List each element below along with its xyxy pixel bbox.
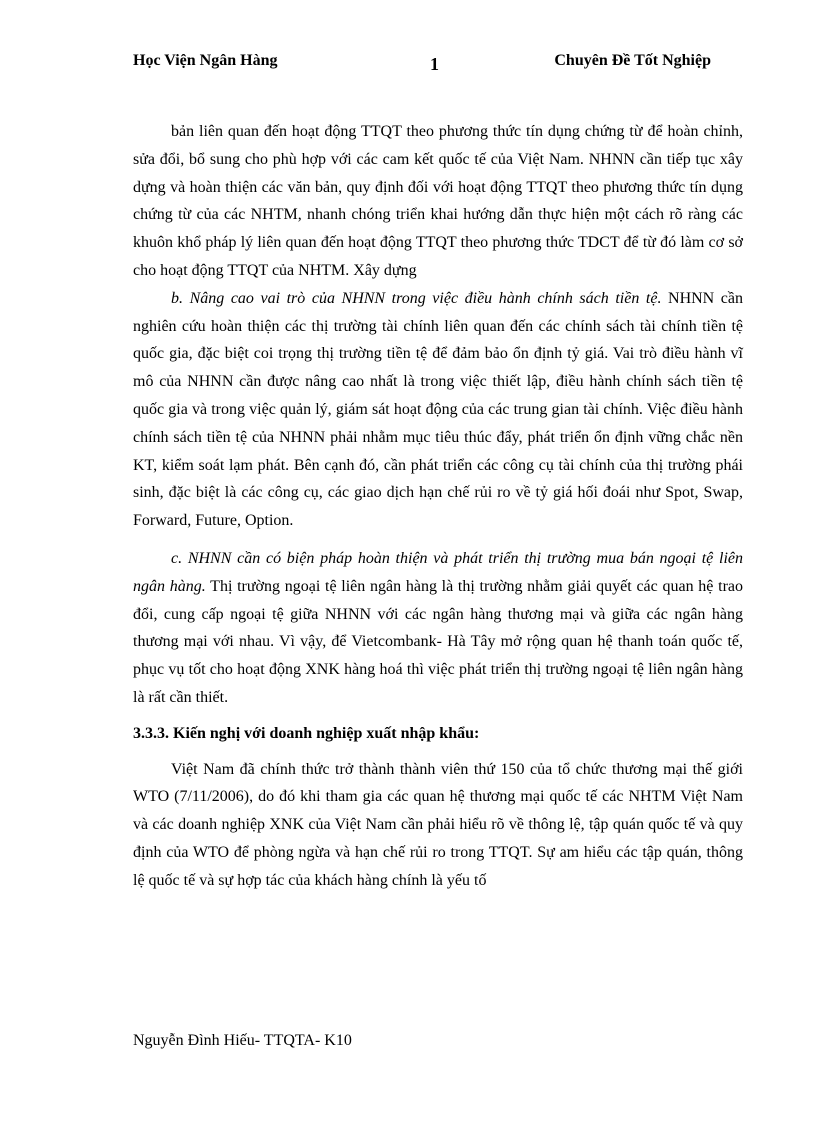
paragraph-3 bbox=[133, 545, 743, 712]
paragraph-2 bbox=[133, 285, 743, 535]
paragraph-2-heading: b. Nâng cao vai trò của NHNN trong việc điều hành chính sách tiền tệ. bbox=[171, 289, 662, 307]
section-title: 3.3.3. Kiến nghị với doanh nghiệp xuất nhập khẩu: bbox=[133, 724, 480, 742]
paragraph-3-body: Thị trường ngoại tệ liên ngân hàng là thị trường nhằm giải quyết các quan hệ trao đổi, cung cấp ngoại tệ giữa NHNN với các ngân hàng thương mại và giữa các ngân hàng thương mại với nhau. Vì vậy, để Vietcombank- Hà Tây mở rộng quan hệ thanh toán quốc tế, phục vụ tốt cho hoạt động XNK hàng hoá thì việc phát triển thị trường ngoại tệ liên ngân hàng là rất cần thiết. bbox=[133, 577, 744, 706]
paragraph-4: Việt Nam đã chính thức trở thành thành viên thứ 150 của tổ chức thương mại thế giới WTO (7/11/2006), do đó khi tham gia các quan hệ thương mại quốc tế các NHTM Việt Nam và các doanh nghiệp XNK của Việt Nam cần phải hiểu rõ về thông lệ, tập quán quốc tế và quy định của WTO để phòng ngừa và hạn chế rủi ro trong TTQT. Sự am hiểu các tập quán, thông lệ quốc tế và sự hợp tác của khách hàng chính là yếu tố bbox=[133, 760, 743, 889]
page-number: 1 bbox=[430, 54, 439, 74]
header-institution: Học Viện Ngân Hàng bbox=[133, 52, 278, 69]
page-header bbox=[133, 52, 711, 76]
paragraph-3-heading: c. NHNN cần có biện pháp hoàn thiện và phát triển thị trường mua bán ngoại tệ liên ngân hàng. bbox=[133, 549, 743, 595]
paragraph-2-body: NHNN cần nghiên cứu hoàn thiện các thị trường tài chính liên quan đến các chính sách tài chính tiền tệ quốc gia, đặc biệt coi trọng thị trường tiền tệ để đảm bảo ổn định tỷ giá. Vai trò điều hành vĩ mô của NHNN cần được nâng cao nhất là trong việc thiết lập, điều hành chính sách tiền tệ quốc gia và trong việc quản lý, giám sát hoạt động của các trung gian tài chính. Việc điều hành chính sách tiền tệ của NHNN phải nhằm mục tiêu thúc đẩy, phát triển ổn định vững chắc nền KT, kiểm soát lạm phát. Bên cạnh đó, cần phát triển các công cụ tài chính của thị trường phái sinh, đặc biệt là các công cụ, các giao dịch hạn chế rủi ro về tỷ giá hối đoái như Spot, Swap, Forward, Future, Option. bbox=[133, 289, 743, 530]
document-body bbox=[133, 118, 743, 895]
page-footer: Nguyễn Đình Hiếu- TTQTA- K10 bbox=[133, 1032, 352, 1049]
header-document-type: Chuyên Đề Tốt Nghiệp bbox=[554, 52, 711, 69]
paragraph-1: bản liên quan đến hoạt động TTQT theo phương thức tín dụng chứng từ để hoàn chỉnh, sửa đổi, bổ sung cho phù hợp với các cam kết quốc tế của Việt Nam. NHNN cần tiếp tục xây dựng và hoàn thiện các văn bản, quy định đối với hoạt động TTQT theo phương thức tín dụng chứng từ của các NHTM, nhanh chóng triển khai hướng dẫn thực hiện một cách rõ ràng các khuôn khổ pháp lý liên quan đến hoạt động TTQT theo phương thức TDCT để từ đó làm cơ sở cho hoạt động TTQT của NHTM. Xây dựng bbox=[133, 123, 743, 279]
